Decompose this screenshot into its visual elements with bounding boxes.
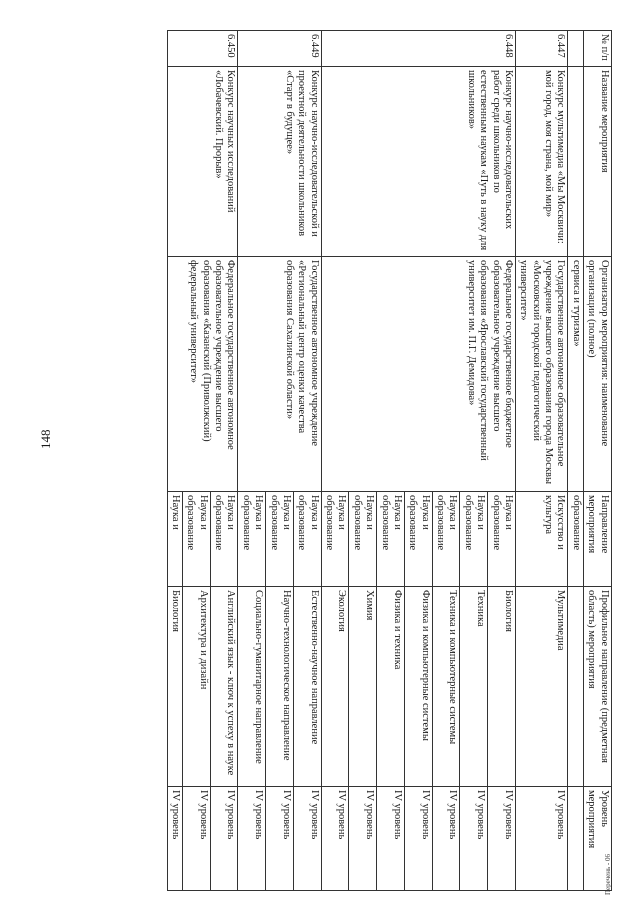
profile-cell: Химия <box>349 587 377 787</box>
level-cell: IV уровень <box>488 787 516 891</box>
profile-cell: Биология <box>488 587 516 787</box>
profile-cell: Биология <box>167 587 182 787</box>
header-profile: Профильное направление (предметная область) мероприятия <box>583 587 611 787</box>
level-cell: IV уровень <box>349 787 377 891</box>
direction-cell: Наука и образование <box>238 492 266 587</box>
profile-cell: Техника <box>460 587 488 787</box>
level-cell: IV уровень <box>432 787 460 891</box>
page-footer: Перечень - 06 <box>604 854 612 895</box>
rotated-table-container <box>57 30 612 890</box>
events-table <box>167 30 612 891</box>
direction-cell: Наука и образование <box>377 492 405 587</box>
event-number-cell: 6.447 <box>515 31 568 67</box>
organizer-cell: Федеральное государственное автономное образовательное учреждение высшего образования «Казанский (Приволжский) федеральный университет» <box>167 257 238 492</box>
direction-cell: Наука и образование <box>321 492 349 587</box>
direction-cell: Наука и образование <box>488 492 516 587</box>
event-name-cell: Конкурс научно-исследовательской и проектной деятельности школьников «Старт в будущее» <box>238 67 321 257</box>
profile-cell: Физика и техника <box>377 587 405 787</box>
level-cell: IV уровень <box>210 787 238 891</box>
level-cell: IV уровень <box>460 787 488 891</box>
event-name-cell: Конкурс мультимедиа «Мы Москвичи: мой город, моя страна, мой мир» <box>515 67 568 257</box>
organizer-cell: Государственное автономное образовательное учреждение высшего образования города Москвы «Московский городской педагогический университет» <box>515 257 568 492</box>
direction-cell: Наука и образование <box>210 492 238 587</box>
organizer-cell: Государственное автономное учреждение «Региональный центр оценки качества образования Сахалинской области» <box>238 257 321 492</box>
page-number: 148 <box>38 429 53 449</box>
direction-cell: Наука и образование <box>460 492 488 587</box>
event-name-cell: Конкурс научно-исследовательских работ среди школьников по естественным наукам «Путь в науку для школьников» <box>321 67 515 257</box>
profile-cell: Научно-технологическое направление <box>266 587 294 787</box>
continuation-row <box>568 31 583 891</box>
level-cell: IV уровень <box>266 787 294 891</box>
header-organizer: Организатор мероприятия: наименование организации (полное) <box>583 257 611 492</box>
header-name: Название мероприятия <box>583 67 611 257</box>
table-row <box>210 31 238 891</box>
direction-cell: Наука и образование <box>293 492 321 587</box>
profile-cell: Английский язык - ключ к успеху в науке <box>210 587 238 787</box>
event-number-cell: 6.448 <box>321 31 515 67</box>
event-number-cell: 6.450 <box>167 31 238 67</box>
profile-cell: Техника и компьютерные системы <box>432 587 460 787</box>
profile-cell: Физика и компьютерные системы <box>404 587 432 787</box>
direction-cell: Наука и образование <box>182 492 210 587</box>
header-num: № п/п <box>583 31 611 67</box>
profile-cell: Мультимедиа <box>515 587 568 787</box>
level-cell: IV уровень <box>404 787 432 891</box>
event-name-cell: Конкурс научных исследований «Лобачевский. Прорыв» <box>167 67 238 257</box>
profile-cell: Естественно-научное направление <box>293 587 321 787</box>
direction-cell: Наука и образование <box>349 492 377 587</box>
level-cell: IV уровень <box>182 787 210 891</box>
table-header-row <box>583 31 611 891</box>
organizer-cell: Федеральное государственное бюджетное образовательное учреждение высшего образования «Ярославский государственный университет им. П.Г. Демидова» <box>321 257 515 492</box>
direction-cell: Искусство и культура <box>515 492 568 587</box>
level-cell: IV уровень <box>293 787 321 891</box>
table-row <box>515 31 568 891</box>
level-cell: IV уровень <box>515 787 568 891</box>
header-direction: Направление мероприятия <box>583 492 611 587</box>
header-level: Уровень мероприятия <box>583 787 611 891</box>
event-number-cell: 6.449 <box>238 31 321 67</box>
direction-cell: Наука и образование <box>404 492 432 587</box>
profile-cell: Социально-гуманитарное направление <box>238 587 266 787</box>
organizer-cell: сервиса и туризма» <box>568 257 583 492</box>
direction-cell: Наука и образование <box>432 492 460 587</box>
table-row <box>293 31 321 891</box>
level-cell: IV уровень <box>377 787 405 891</box>
level-cell: IV уровень <box>238 787 266 891</box>
direction-cell: Наука и образование <box>266 492 294 587</box>
profile-cell: Архитектура и дизайн <box>182 587 210 787</box>
profile-cell: Экология <box>321 587 349 787</box>
direction-cell: Наука и <box>167 492 182 587</box>
level-cell: IV уровень <box>321 787 349 891</box>
level-cell: IV уровень <box>167 787 182 891</box>
direction-cell: образование <box>568 492 583 587</box>
table-row <box>488 31 516 891</box>
